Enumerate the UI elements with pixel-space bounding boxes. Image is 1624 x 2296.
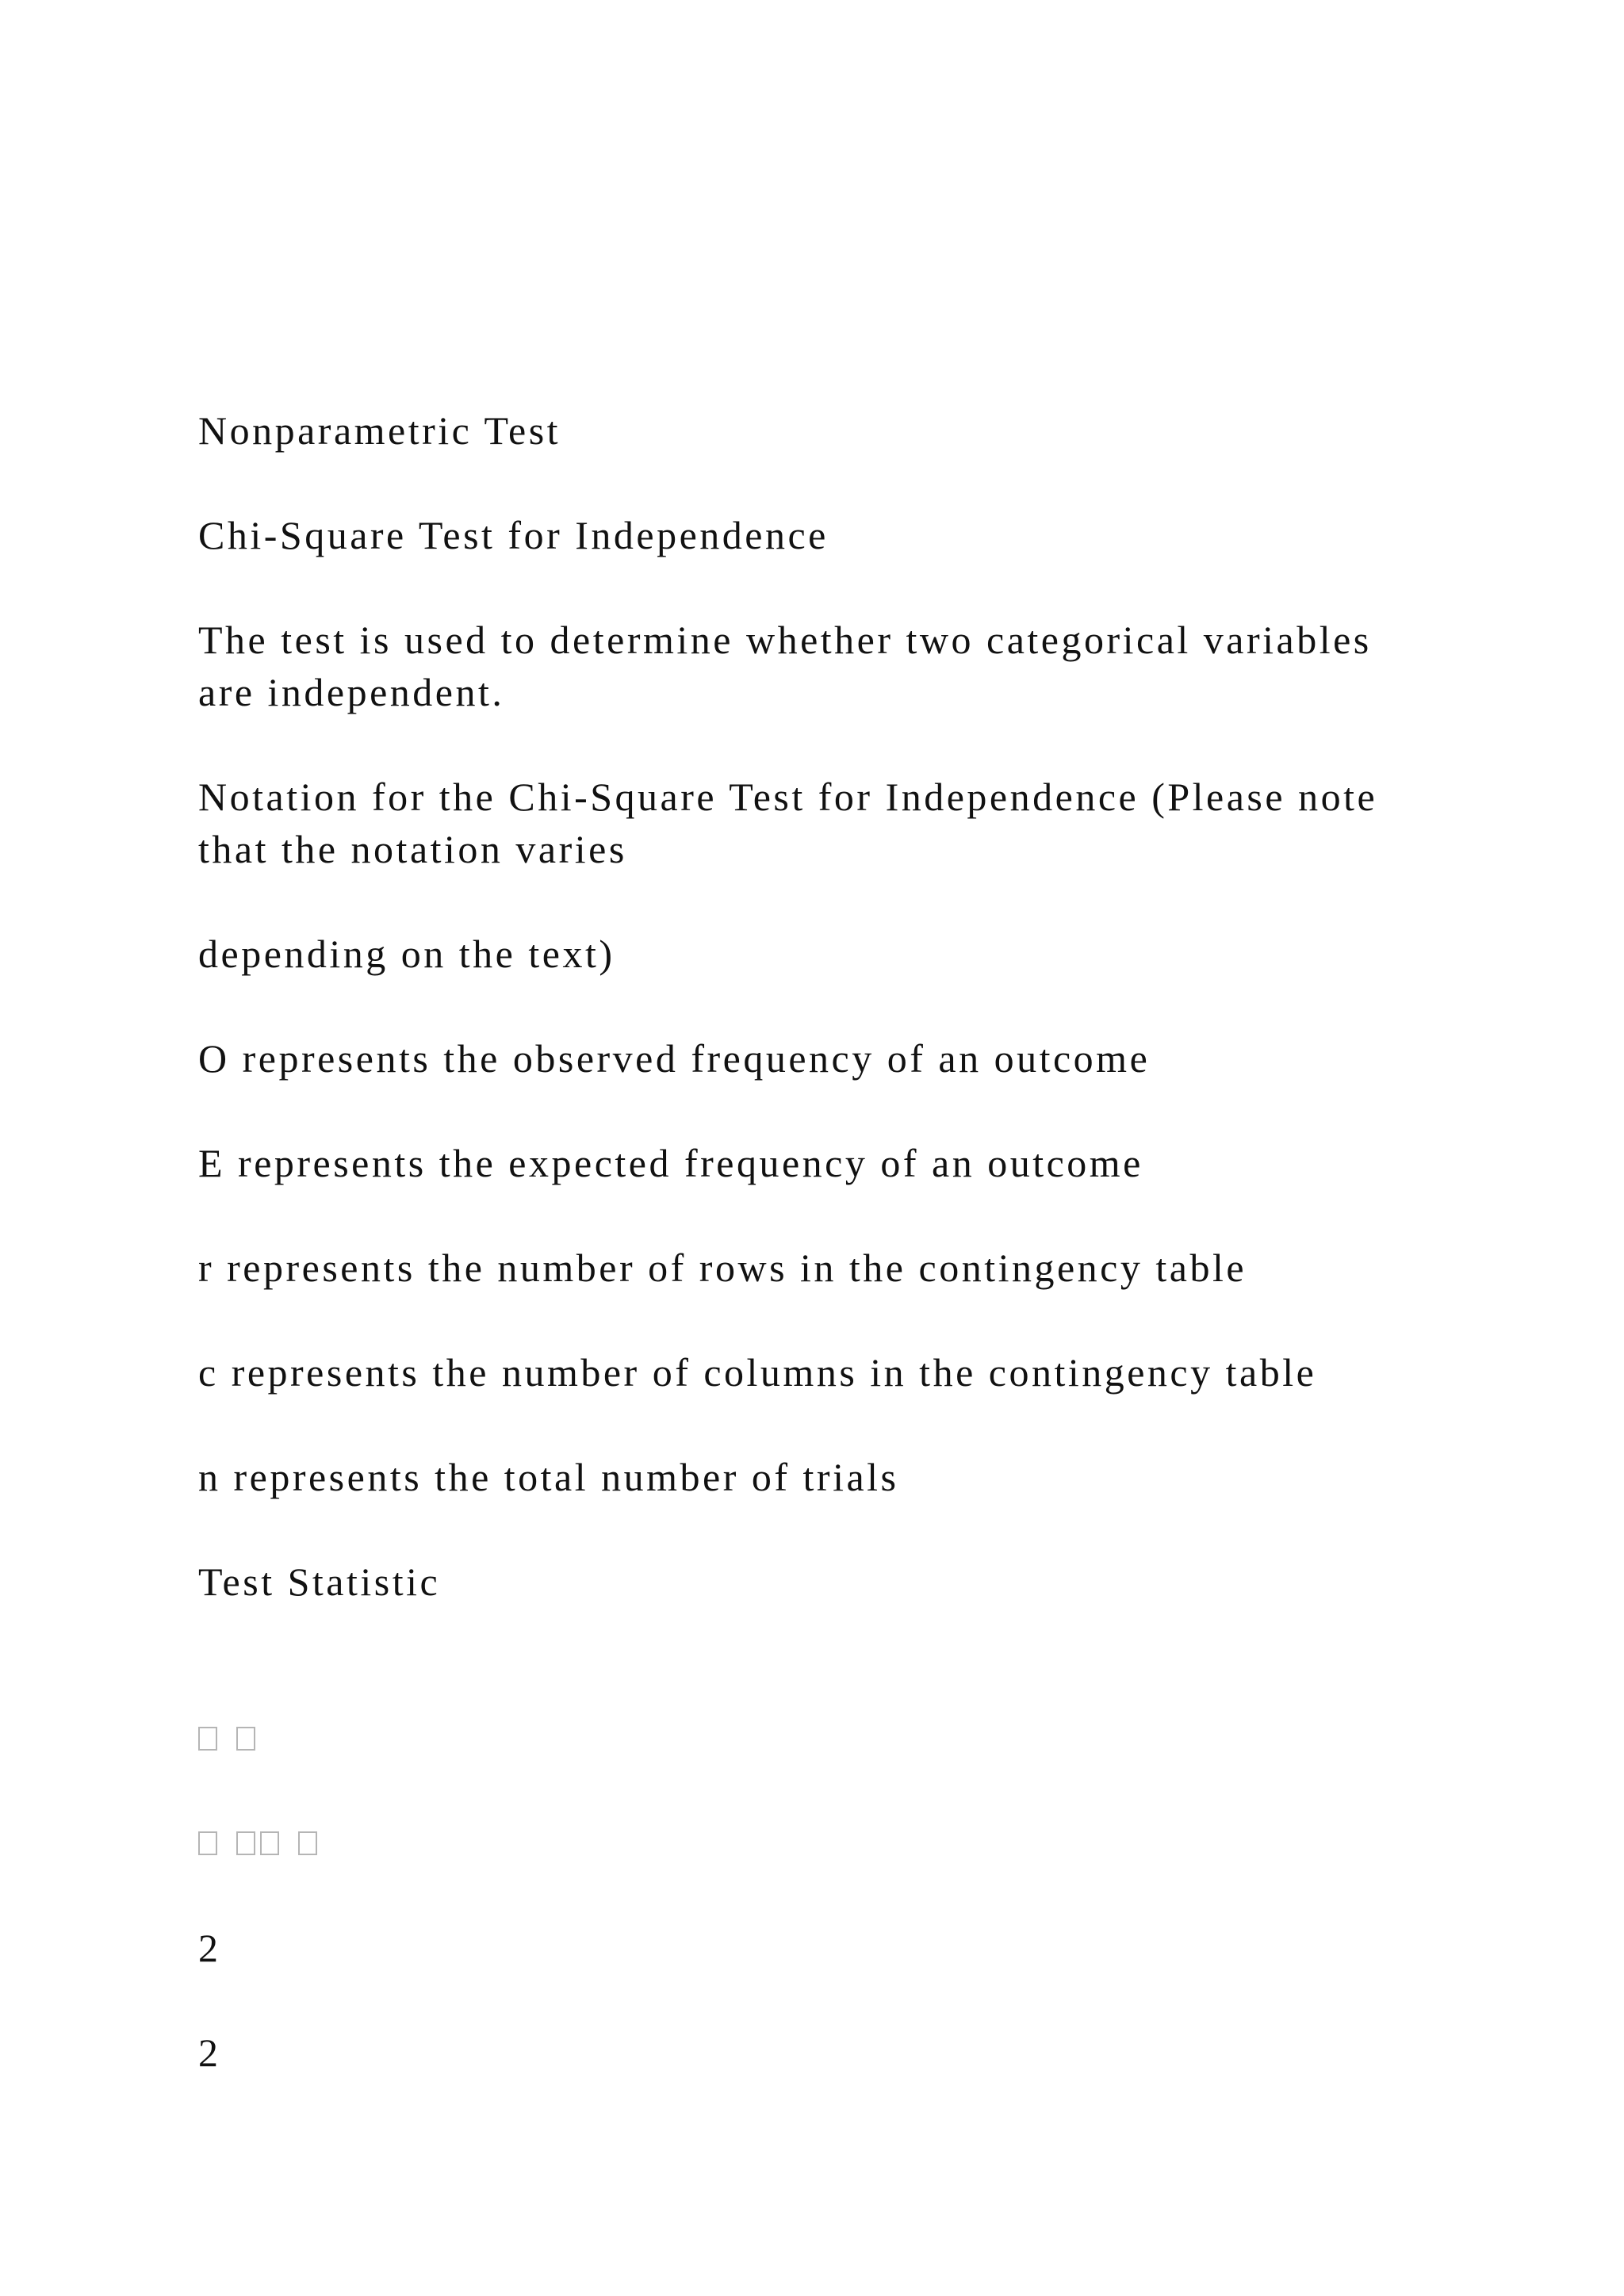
intro-line-2: are independent. [198,670,505,714]
notation-line-1: Notation for the Chi-Square Test for Independence (Please note [198,775,1378,819]
notation-line-2: that the notation varies [198,827,627,871]
definition-trials: n represents the total number of trials [198,1455,899,1499]
definition-expected: E represents the expected frequency of an outcome [198,1141,1143,1185]
missing-glyph-icon [298,1831,317,1855]
notation-line-3: depending on the text) [198,932,615,976]
document-heading: Nonparametric Test [198,408,561,453]
definition-observed: O represents the observed frequency of an outcome [198,1036,1151,1081]
document-subheading: Chi-Square Test for Independence [198,513,829,557]
missing-glyph-icon [198,1727,217,1751]
missing-glyph-icon [260,1831,279,1855]
missing-glyph-icon [236,1727,255,1751]
intro-line-1: The test is used to determine whether two categorical variables [198,618,1372,662]
formula-symbol-row-2 [198,1817,336,1869]
definition-columns: c represents the number of columns in the contingency table [198,1350,1317,1395]
missing-glyph-icon [198,1831,217,1855]
formula-fragment-1: 2 [198,1926,221,1970]
missing-glyph-icon [236,1831,255,1855]
formula-symbol-row-1 [198,1712,274,1765]
formula-fragment-2: 2 [198,2030,221,2075]
test-statistic-label: Test Statistic [198,1559,441,1604]
definition-rows: r represents the number of rows in the contingency table [198,1246,1247,1290]
